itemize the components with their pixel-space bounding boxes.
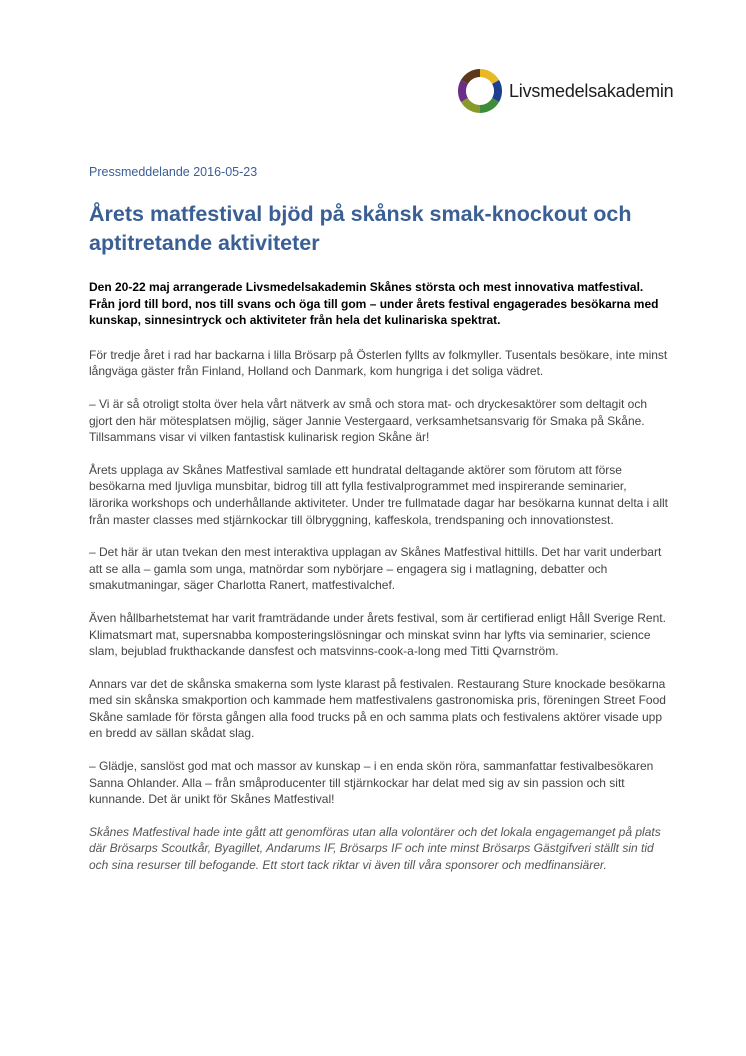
lead-paragraph: Den 20-22 maj arrangerade Livsmedelsakademin Skånes största och mest innovativa matfestival. Från jord till bord, nos till svans och öga till gom – under årets festival engagerades besökarna med kunskap, sinnesintryck och aktiviteter från hela det kulinariska spektrat. [89,280,659,328]
body-paragraph: – Det här är utan tvekan den mest interaktiva upplagan av Skånes Matfestival hittills. Det har varit underbart att se alla – gamla som unga, matnördar som nybörjare – engagera sig i matlagning, debatter och smakutmaningar, säger Charlotta Ranert, matfestivalchef. [89,545,662,593]
press-release-date: Pressmeddelande 2016-05-23 [89,165,258,179]
body-paragraph: Även hållbarhetstemat har varit framträdande under årets festival, som är certifierad enligt Håll Sverige Rent. Klimatsmart mat, supersnabba komposteringslösningar och minskat svinn har lyfts via seminarier, science slam, bejublad frukthackande dansfest och matsvinns-cook-a-long med Titti Qvarnström. [89,610,666,659]
brand-logo [458,69,673,113]
article-body [89,279,669,890]
body-paragraph: – Vi är så otroligt stolta över hela vårt nätverk av små och stora mat- och dryckesaktörer som deltagit och gjort den här mötesplatsen möjlig, säger Jannie Vestergaard, verksamhetsansvarig för Smaka på Skåne. Tillsammans visar vi vilken fantastisk kulinarisk region Skåne är! [89,396,648,445]
headline: Årets matfestival bjöd på skånsk smak-knockout och aptitretande aktiviteter [89,202,632,255]
body-paragraph: För tredje året i rad har backarna i lilla Brösarp på Österlen fyllts av folkmyller. Tusentals besökare, inte minst långväga gäster från Finland, Holland och Danmark, kom hungriga i det soliga vädret. [89,347,668,379]
body-paragraph: Annars var det de skånska smakerna som lyste klarast på festivalen. Restaurang Sture knockade besökarna med sin skånska smakportion och kammade hem matfestivalens gastronomiska pris, föreningen Street Food Skåne samlade för första gången alla food trucks på en och samma plats och festivalens aktörer visade upp en bredd av sällan skådat slag. [89,676,666,741]
body-paragraph: Årets upplaga av Skånes Matfestival samlade ett hundratal deltagande aktörer som förutom att förse besökarna med ljuvliga munsbitar, bidrog till att fylla festivalprogrammet med inspirerande seminarier, lärorika workshops och underhållande aktiviteter. Under tre fullmatade dagar har besökarna kunnat delta i allt från master classes med stjärnkockar till ölbryggning, kaffeskola, trendspaning och innovationstest. [89,462,668,527]
logo-text: Livsmedelsakademin [509,80,674,101]
closing-paragraph: Skånes Matfestival hade inte gått att genomföras utan alla volontärer och det lokala engagemanget på plats där Brösarps Scoutkår, Byagillet, Andarums IF, Brösarps IF och inte minst Brösarps Gästgifveri ställt sin tid och sina resurser till befogande. Ett stort tack riktar vi även till våra sponsorer och medfinansiärer. [89,824,661,873]
ring-logo-icon [458,69,502,113]
body-paragraph: – Glädje, sanslöst god mat och massor av kunskap – i en enda skön röra, sammanfattar festivalbesökaren Sanna Ohlander. Alla – från småproducenter till stjärnkockar har delat med sig av sin passion och sitt kunnande. Det är unikt för Skånes Matfestival! [89,759,654,807]
